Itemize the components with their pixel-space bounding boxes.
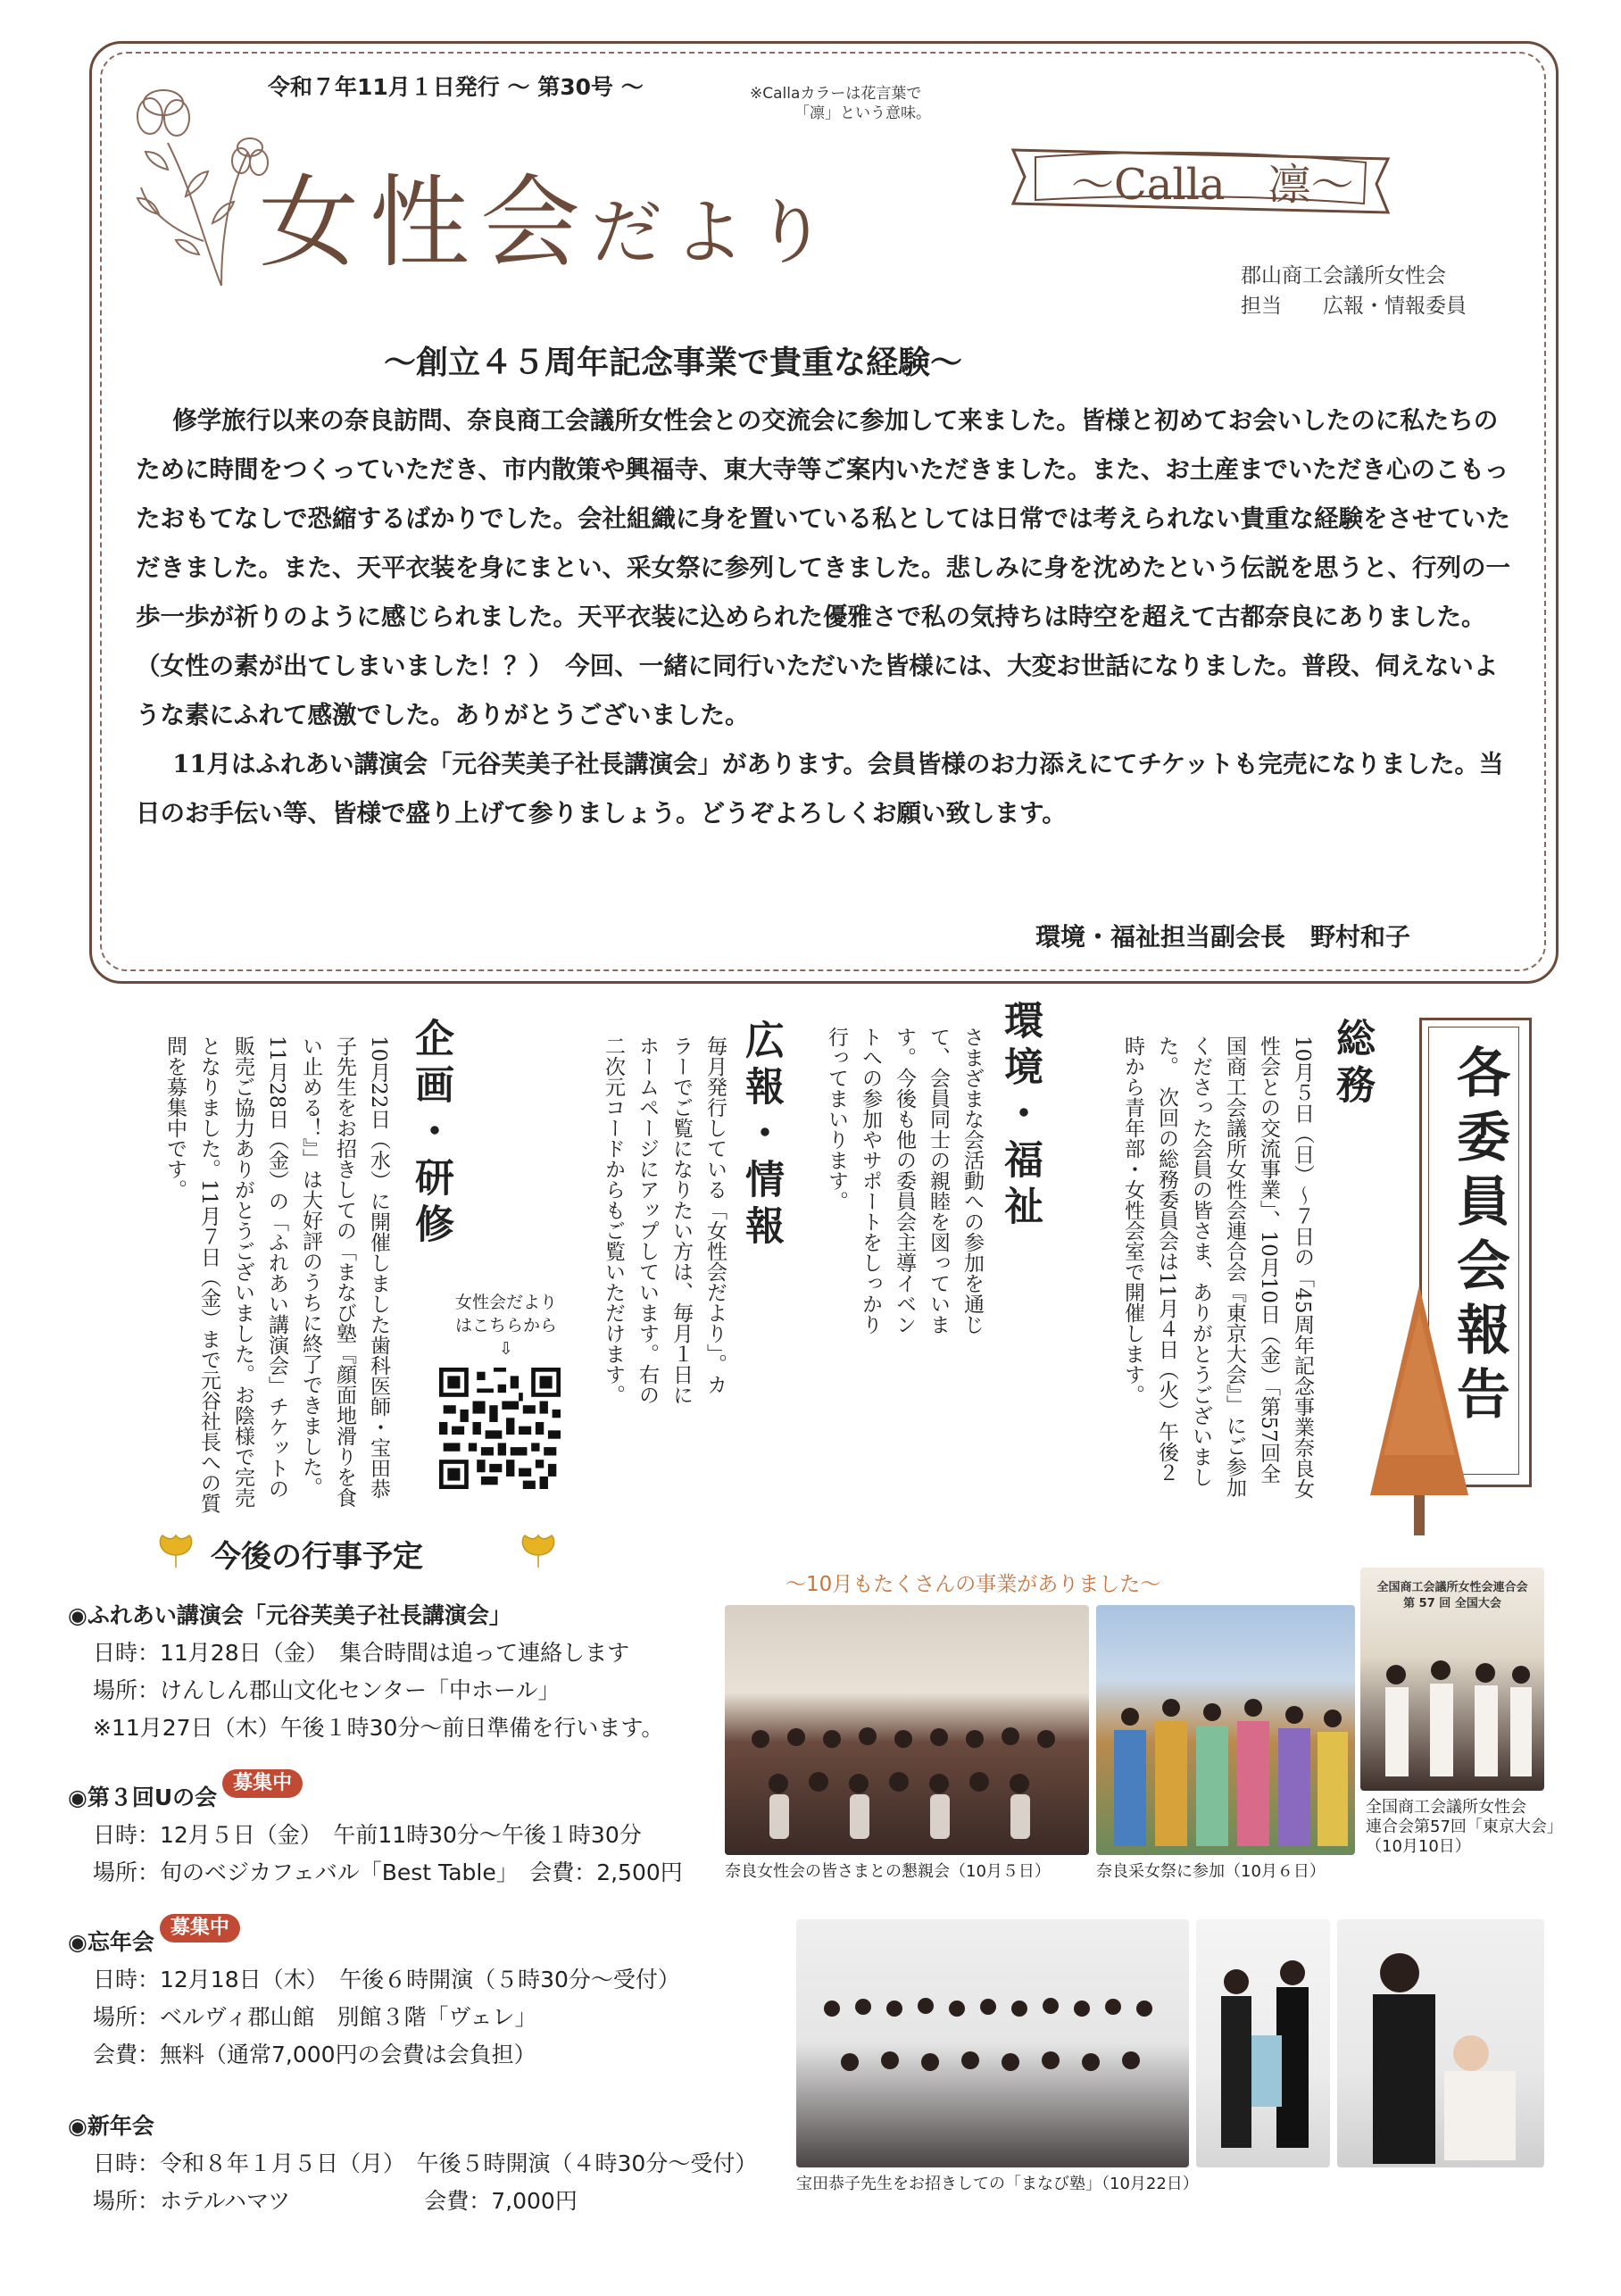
event-heading: ◉ふれあい講演会「元谷芙美子社長講演会」 [68, 1602, 511, 1628]
qr-label-line1: 女性会だより [454, 1293, 557, 1312]
koho-text: 毎月発行している「女性会だより」。カラーでご覧になりたい方は、毎月１日にホームページにアップしています。右の二次元コードからもご覧いただけます。 [602, 1036, 727, 1405]
calla-note [750, 84, 931, 123]
kankyo-heading: 環境・福祉 [997, 1000, 1043, 1232]
photo-manabi-group [796, 1919, 1189, 2167]
event-heading: ◉新年会 [68, 2113, 154, 2139]
title-sub: だより [591, 191, 837, 274]
photo-caption: 奈良女性会の皆さまとの懇親会（10月５日） [725, 1862, 1051, 1881]
photo-uneme-festival [1096, 1605, 1355, 1855]
event-detail: 場所：ホテルハマツ 会費：7,000円 [93, 2188, 578, 2214]
photo-nara-reception [725, 1605, 1089, 1855]
article-headline: 〜創立４５周年記念事業で貴重な経験〜 [384, 344, 963, 381]
group-people-icon [796, 1919, 1189, 2167]
demonstration-icon [1337, 1919, 1544, 2167]
newsletter-title [259, 143, 837, 287]
article-signature: 環境・福祉担当副会長 野村和子 [1035, 922, 1411, 952]
event-detail: 場所：けんしん郡山文化センター「中ホール」 [93, 1677, 561, 1703]
group-people-icon [725, 1605, 1089, 1855]
recruiting-badge: 募集中 [160, 1914, 240, 1942]
article-body [136, 396, 1510, 838]
event-detail: 会費：無料（通常7,000円の会費は会負担） [93, 2042, 536, 2067]
event-heading-uno-kai [68, 1772, 303, 1816]
calla-note-line2: 「凛」という意味。 [794, 104, 931, 122]
event-heading-bonenkai [68, 1917, 240, 1960]
event-detail: ※11月27日（木）午後１時30分〜前日準備を行います。 [93, 1715, 664, 1741]
photo-caption: 奈良采女祭に参加（10月６日） [1096, 1862, 1326, 1881]
photo-speaker [1196, 1919, 1330, 2167]
article-paragraph: 11月はふれあい講演会「元谷芙美子社長講演会」があります。会員皆様のお力添えにてチケットも完売になりました。当日のお手伝い等、皆様で盛り上げて参りましょう。どうぞよろしくお願い致します。 [136, 750, 1504, 828]
down-arrow-icon: ⇩ [499, 1339, 513, 1359]
photos-title: 〜10月もたくさんの事業がありました〜 [786, 1573, 1161, 1596]
calla-note-line1: ※Callaカラーは花言葉で [750, 85, 922, 103]
org-line1: 郡山商工会議所女性会 [1241, 264, 1446, 287]
photo-caption [1366, 1798, 1563, 1857]
caption-line: （10月10日） [1366, 1837, 1471, 1856]
banner-line2: 第 57 回 全国大会 [1403, 1597, 1501, 1610]
event-detail: 場所：旬のベジカフェバル「Best Table」 会費：2,500円 [93, 1859, 683, 1885]
event-heading: ◉第３回Uの会 [68, 1784, 218, 1810]
title-main: 女性会 [259, 165, 591, 281]
events-title: 今後の行事予定 [211, 1539, 423, 1575]
somu-text: 10月５日（日）〜７日の「45周年記念事業奈良女性会との交流事業」、10月10日（金）「第57回全国商工会議所女性会連合会『東京大会』」にご参加くださった会員の皆さま、ありがとうございました。 次回の総務委員会は11月４日（火）午後２時から青年部・女性会室で開催します。 [1121, 1036, 1314, 1499]
ginkgo-leaf-icon [154, 1532, 198, 1571]
somu-heading: 総務 [1329, 1018, 1375, 1111]
event-detail: 場所：ベルヴィ郡山館 別館３階「ヴェレ」 [93, 2004, 537, 2030]
org-line2: 担当 広報・情報委員 [1241, 295, 1467, 318]
event-detail: 日時：11月28日（金） 集合時間は追って連絡します [93, 1640, 630, 1666]
koho-section [732, 1019, 789, 1555]
article-paragraph: 修学旅行以来の奈良訪問、奈良商工会議所女性会との交流会に参加して来ました。皆様と初めてお会いしたのに私たちのために時間をつくっていただき、市内散策や興福寺、東大寺等ご案内いただきました。また、お土産までいただき心のこもったおもてなしで恐縮するばかりでした。会社組織に身を置いている私としては日常では考えられない貴重な経験をさせていただきました。また、天平衣装を身にまとい、采女祭に参列してきました。悲しみに身を沈めたという伝説を思うと、行列の一歩一歩が祈りのように感じられました。天平衣装に込められた優雅さで私の気持ちは時空を超えて古都奈良にありました。（女性の素が出てしまいました！？） 今回、一緒に同行いただいた皆様には、大変お世話になりました。普段、伺えないような素にふれて感激でした。ありがとうございました。 [136, 406, 1510, 729]
qr-label-line2: はこちらから [454, 1316, 557, 1335]
people-icon [1360, 1568, 1544, 1791]
kankyo-text: さまざまな会活動への参加を通じて、会員同士の親睦を図っています。今後も他の委員会主導イベントへの参加やサポートをしっかり行ってまいります。 [825, 1027, 984, 1335]
issue-info: 令和７年11月１日発行 〜 第30号 〜 [268, 74, 644, 100]
ribbon-text: 〜Calla 凛〜 [1071, 160, 1354, 210]
somu-section [1323, 1018, 1380, 1553]
koho-heading: 広報・情報 [738, 1019, 784, 1252]
photo-tokyo-convention [1360, 1568, 1544, 1791]
caption-line: 全国商工会議所女性会 [1366, 1798, 1526, 1817]
kikaku-section [402, 1018, 459, 1553]
photo-caption: 宝田恭子先生をお招きしての「まなび塾」（10月22日） [796, 2175, 1199, 2193]
event-detail: 日時：令和８年１月５日（月） 午後５時開演（４時30分〜受付） [93, 2150, 758, 2176]
kikaku-heading: 企画・研修 [408, 1018, 453, 1250]
caption-line: 連合会第57回「東京大会」 [1366, 1818, 1563, 1836]
event-detail: 日時：12月５日（金） 午前11時30分〜午後１時30分 [93, 1822, 642, 1848]
recruiting-badge: 募集中 [222, 1769, 303, 1798]
kankyo-section [991, 1000, 1048, 1535]
kikaku-text: 10月22日（水）に開催しました歯科医師・宝田恭子先生をお招きしての「まなび塾『顔面地滑りを食い止める！』」は大好評のうちに終了できました。 11月28日（金）の「ふれあい講演会」チケットの販売ご協力ありがとうございました。お陰様で完売となりました。11月７日（金）まで元谷社長への質問を募集中です。 [163, 1036, 390, 1514]
photo-demonstration [1337, 1919, 1544, 2167]
flower-illustration-icon [114, 62, 275, 295]
banner-line1: 全国商工会議所女性会連合会 [1376, 1581, 1528, 1594]
ginkgo-leaf-icon [516, 1532, 561, 1571]
organization [1241, 261, 1467, 321]
speaker-people-icon [1196, 1919, 1330, 2167]
event-detail: 日時：12月18日（木） 午後６時開演（５時30分〜受付） [93, 1967, 680, 1992]
costume-people-icon [1096, 1605, 1355, 1855]
report-section-title: 各委員会報告 [1448, 1044, 1510, 1430]
event-heading: ◉忘年会 [68, 1929, 154, 1955]
